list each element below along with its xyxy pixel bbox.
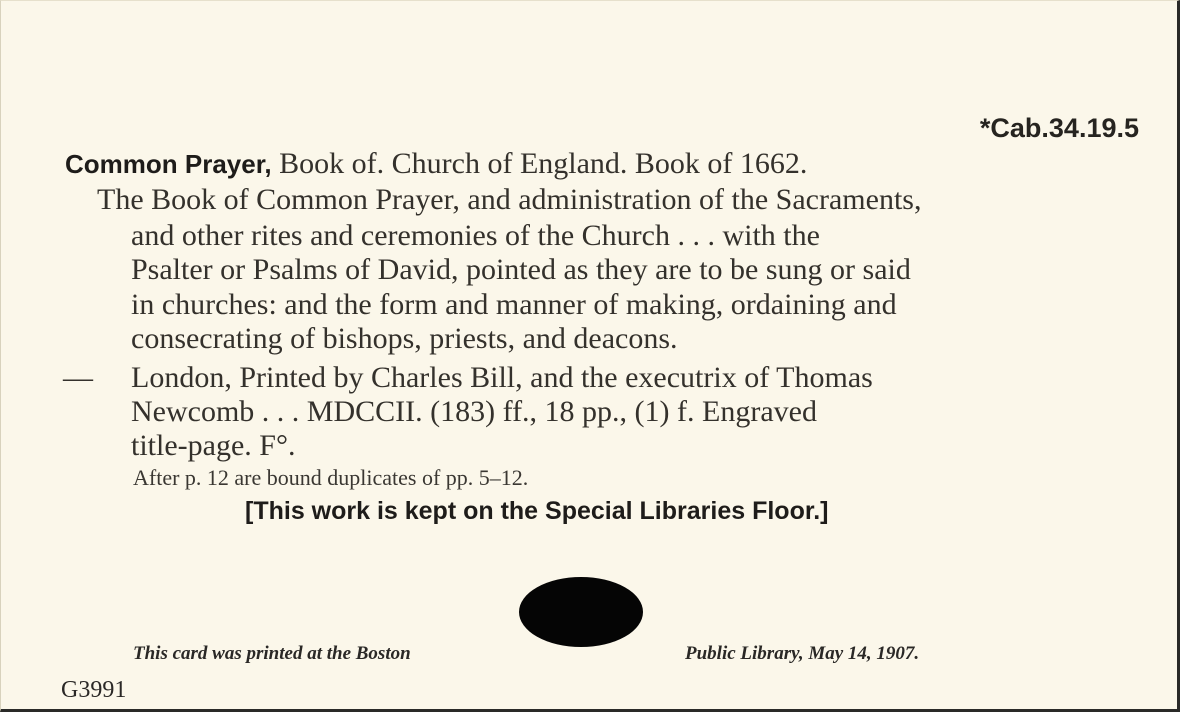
main-entry: Common Prayer, — [65, 149, 272, 179]
title-line: Psalter or Psalms of David, pointed as they are to be sung or said — [131, 253, 911, 286]
call-number: *Cab.34.19.5 — [979, 113, 1139, 143]
title-line: consecrating of bishops, priests, and deacons. — [131, 322, 678, 355]
footer-left: This card was printed at the Boston — [133, 643, 411, 664]
footer-right: Public Library, May 14, 1907. — [685, 643, 920, 664]
heading-rest: Book of. Church of England. Book of 1662. — [279, 147, 808, 180]
location-note: [This work is kept on the Special Libraries Floor.] — [245, 497, 829, 525]
imprint-line: Newcomb . . . MDCCII. (183) ff., 18 pp., (1) f. Engraved — [131, 395, 817, 428]
title-line: The Book of Common Prayer, and administration of the Sacraments, — [97, 183, 922, 216]
imprint-line: title-page. F°. — [131, 429, 296, 462]
title-line: and other rites and ceremonies of the Church . . . with the — [131, 219, 820, 252]
accession-number: G3991 — [61, 677, 127, 703]
punch-hole — [519, 577, 643, 647]
imprint-line: London, Printed by Charles Bill, and the executrix of Thomas — [131, 361, 873, 394]
heading — [65, 147, 807, 181]
bound-note: After p. 12 are bound duplicates of pp. 5–12. — [133, 465, 529, 490]
imprint-dash: — — [63, 361, 93, 394]
title-line: in churches: and the form and manner of making, ordaining and — [131, 288, 897, 321]
